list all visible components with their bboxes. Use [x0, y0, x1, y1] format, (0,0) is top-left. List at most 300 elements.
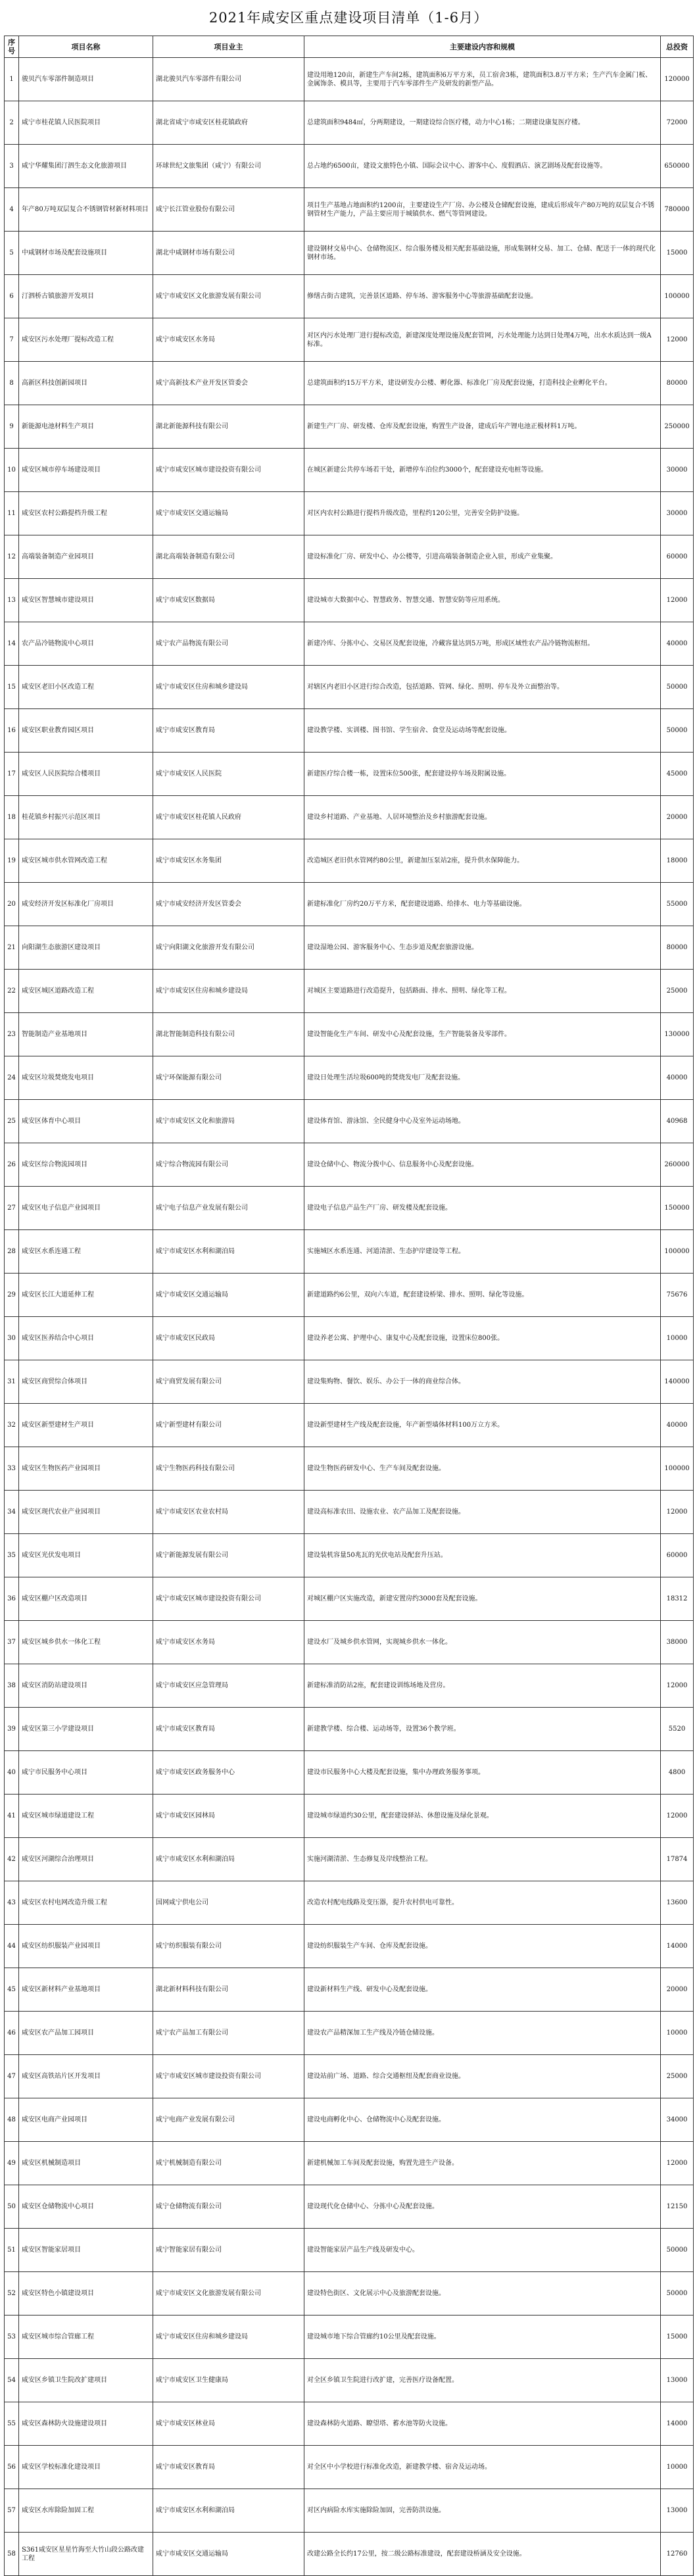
project-name: S361咸安区星星竹海至大竹山段公路改建工程 — [19, 2533, 153, 2576]
project-name: 咸安区光伏发电项目 — [19, 1534, 153, 1577]
table-row — [5, 2055, 694, 2098]
row-number: 31 — [5, 1360, 19, 1404]
project-name: 咸宁市民服务中心项目 — [19, 1751, 153, 1795]
row-number: 9 — [5, 405, 19, 449]
project-owner: 咸宁市咸安区交通运输局 — [153, 492, 304, 535]
project-content: 新建机械加工车间及配套设施，购置先进生产设备。 — [304, 2142, 661, 2185]
table-row — [5, 2533, 694, 2576]
table-row — [5, 1577, 694, 1621]
table-body — [5, 58, 694, 2576]
row-number: 5 — [5, 232, 19, 275]
project-owner: 咸宁市咸安区水务局 — [153, 318, 304, 362]
row-number: 7 — [5, 318, 19, 362]
project-name: 咸安区医养结合中心项目 — [19, 1317, 153, 1360]
table-header-row — [5, 36, 694, 58]
project-owner: 咸宁市咸安区水务局 — [153, 1621, 304, 1664]
project-name: 中咸钢材市场及配套设施项目 — [19, 232, 153, 275]
table-row — [5, 1274, 694, 1317]
total-investment: 12150 — [661, 2185, 694, 2229]
project-content: 建设智能化生产车间、研发中心及配套设施，生产智能装备及零部件。 — [304, 1013, 661, 1056]
row-number: 45 — [5, 1968, 19, 2012]
row-number: 38 — [5, 1664, 19, 1708]
row-number: 33 — [5, 1447, 19, 1491]
project-content: 对辖区内老旧小区进行综合改造，包括道路、管网、绿化、照明、停车及外立面整治等。 — [304, 666, 661, 709]
row-number: 10 — [5, 449, 19, 492]
row-number: 55 — [5, 2402, 19, 2446]
total-investment: 45000 — [661, 753, 694, 796]
project-content: 对全区乡镇卫生院进行改扩建，完善医疗设备配置。 — [304, 2359, 661, 2402]
project-content: 建设城市地下综合管廊约10公里及配套设施。 — [304, 2316, 661, 2359]
project-name: 咸安区城市绿道建设工程 — [19, 1795, 153, 1838]
row-number: 44 — [5, 1925, 19, 1968]
total-investment: 260000 — [661, 1143, 694, 1187]
total-investment: 40968 — [661, 1100, 694, 1143]
total-investment: 40000 — [661, 622, 694, 666]
project-name: 桂花镇乡村振兴示范区项目 — [19, 796, 153, 839]
row-number: 43 — [5, 1881, 19, 1925]
total-investment: 30000 — [661, 449, 694, 492]
table-row — [5, 1317, 694, 1360]
table-row — [5, 1404, 694, 1447]
project-name: 咸安区老旧小区改造工程 — [19, 666, 153, 709]
project-name: 咸安区城市停车场建设项目 — [19, 449, 153, 492]
project-name: 咸安区乡镇卫生院改扩建项目 — [19, 2359, 153, 2402]
table-row — [5, 2316, 694, 2359]
project-content: 对区内农村公路进行提档升级改造，里程约120公里，完善安全防护设施。 — [304, 492, 661, 535]
project-content: 新建教学楼、综合楼、运动场等，设置36个教学班。 — [304, 1708, 661, 1751]
total-investment: 72000 — [661, 101, 694, 145]
project-name: 咸宁市桂花镇人民医院项目 — [19, 101, 153, 145]
project-name: 咸安区职业教育园区项目 — [19, 709, 153, 753]
project-name: 咸安区消防站建设项目 — [19, 1664, 153, 1708]
project-name: 咸安区现代农业产业园项目 — [19, 1491, 153, 1534]
total-investment: 12000 — [661, 1664, 694, 1708]
project-content: 建设站前广场、道路、综合交通枢纽及配套商业设施。 — [304, 2055, 661, 2098]
project-owner: 咸宁新型建材有限公司 — [153, 1404, 304, 1447]
row-number: 14 — [5, 622, 19, 666]
project-name: 农产品冷链物流中心项目 — [19, 622, 153, 666]
table-row — [5, 926, 694, 970]
row-number: 53 — [5, 2316, 19, 2359]
row-number: 15 — [5, 666, 19, 709]
project-owner: 咸宁农产品加工有限公司 — [153, 2012, 304, 2055]
project-name: 智能制造产业基地项目 — [19, 1013, 153, 1056]
total-investment: 15000 — [661, 232, 694, 275]
row-number: 13 — [5, 579, 19, 622]
row-number: 52 — [5, 2272, 19, 2316]
project-owner: 咸宁市咸安区住房和城乡建设局 — [153, 666, 304, 709]
table-row — [5, 535, 694, 579]
table-row — [5, 1795, 694, 1838]
total-investment: 50000 — [661, 2272, 694, 2316]
total-investment: 13600 — [661, 1881, 694, 1925]
row-number: 11 — [5, 492, 19, 535]
project-content: 新建生产厂房、研发楼、仓库及配套设施，购置生产设备，建成后年产锂电池正极材料1万吨。 — [304, 405, 661, 449]
total-investment: 60000 — [661, 535, 694, 579]
row-number: 22 — [5, 970, 19, 1013]
project-owner: 国网咸宁供电公司 — [153, 1881, 304, 1925]
project-content: 建设钢材交易中心、仓储物流区、综合服务楼及相关配套基础设施，形成集钢材交易、加工、仓储、配送于一体的现代化钢材市场。 — [304, 232, 661, 275]
project-owner: 湖北智能制造科技有限公司 — [153, 1013, 304, 1056]
page-title: 2021年咸安区重点建设项目清单（1-6月） — [208, 10, 489, 26]
total-investment: 12000 — [661, 318, 694, 362]
project-content: 建设现代化仓储中心、分拣中心及配套设施。 — [304, 2185, 661, 2229]
row-number: 1 — [5, 58, 19, 101]
total-investment: 4800 — [661, 1751, 694, 1795]
table-row — [5, 1968, 694, 2012]
table-row — [5, 1664, 694, 1708]
project-owner: 咸宁机械制造有限公司 — [153, 2142, 304, 2185]
total-investment: 25000 — [661, 2055, 694, 2098]
project-content: 建设电子信息产品生产厂房、研发楼及配套设施。 — [304, 1187, 661, 1230]
project-name: 咸安经济开发区标准化厂房项目 — [19, 883, 153, 926]
total-investment: 14000 — [661, 2402, 694, 2446]
total-investment: 25000 — [661, 970, 694, 1013]
total-investment: 17874 — [661, 1838, 694, 1881]
total-investment: 40000 — [661, 1404, 694, 1447]
total-investment: 10000 — [661, 2012, 694, 2055]
project-name: 咸安区森林防火设施建设项目 — [19, 2402, 153, 2446]
total-investment: 100000 — [661, 275, 694, 318]
project-content: 建设特色街区、文化展示中心及旅游配套设施。 — [304, 2272, 661, 2316]
project-owner: 咸宁市咸安区城市建设投资有限公司 — [153, 449, 304, 492]
row-number: 6 — [5, 275, 19, 318]
total-investment: 10000 — [661, 1317, 694, 1360]
project-content: 新建冷库、分拣中心、交易区及配套设施，冷藏容量达到5万吨，形成区域性农产品冷链物流枢纽。 — [304, 622, 661, 666]
project-owner: 湖北新材料科技有限公司 — [153, 1968, 304, 2012]
project-content: 建设用地120亩，新建生产车间2栋，建筑面积6万平方米，员工宿舍3栋，建筑面积3.8万平方米；生产汽车金属门板、金属饰条、模具等，主要用于汽车零部件生产及研发的新型产品。 — [304, 58, 661, 101]
table-row — [5, 1534, 694, 1577]
header-no: 序号 — [5, 36, 19, 58]
table-row — [5, 1230, 694, 1274]
project-owner: 咸宁市咸安区文化和旅游局 — [153, 1100, 304, 1143]
row-number: 4 — [5, 188, 19, 232]
project-name: 咸安区长江大道延伸工程 — [19, 1274, 153, 1317]
total-investment: 20000 — [661, 796, 694, 839]
project-content: 建设高标准农田、设施农业、农产品加工及配套设施。 — [304, 1491, 661, 1534]
row-number: 3 — [5, 145, 19, 188]
project-name: 向阳湖生态旅游区建设项目 — [19, 926, 153, 970]
project-name: 咸安区仓储物流中心项目 — [19, 2185, 153, 2229]
table-row — [5, 2142, 694, 2185]
project-content: 建设教学楼、实训楼、图书馆、学生宿舍、食堂及运动场等配套设施。 — [304, 709, 661, 753]
table-row — [5, 1751, 694, 1795]
project-owner: 咸宁市咸安区交通运输局 — [153, 1274, 304, 1317]
total-investment: 50000 — [661, 709, 694, 753]
project-owner: 咸宁市咸安区交通运输局 — [153, 2533, 304, 2576]
table-row — [5, 883, 694, 926]
project-owner: 咸宁市咸安区政务服务中心 — [153, 1751, 304, 1795]
table-row — [5, 1621, 694, 1664]
table-row — [5, 2229, 694, 2272]
row-number: 32 — [5, 1404, 19, 1447]
project-owner: 咸宁市咸安区水利和湖泊局 — [153, 2489, 304, 2533]
project-content: 建设城市绿道约30公里，配套建设驿站、休憩设施及绿化景观。 — [304, 1795, 661, 1838]
table-row — [5, 101, 694, 145]
table-row — [5, 145, 694, 188]
total-investment: 12760 — [661, 2533, 694, 2576]
project-content: 新建医疗综合楼一栋，设置床位500张，配套建设停车场及附属设施。 — [304, 753, 661, 796]
total-investment: 30000 — [661, 492, 694, 535]
row-number: 18 — [5, 796, 19, 839]
project-owner: 咸宁市咸安区桂花镇人民政府 — [153, 796, 304, 839]
project-content: 建设城市大数据中心、智慧政务、智慧交通、智慧安防等应用系统。 — [304, 579, 661, 622]
project-name: 咸安区水系连通工程 — [19, 1230, 153, 1274]
project-owner: 咸宁市咸安区教育局 — [153, 2446, 304, 2489]
project-owner: 咸宁电商产业发展有限公司 — [153, 2098, 304, 2142]
total-investment: 130000 — [661, 1013, 694, 1056]
table-row — [5, 1013, 694, 1056]
project-owner: 咸宁新能源发展有限公司 — [153, 1534, 304, 1577]
table-row — [5, 362, 694, 405]
project-owner: 湖北骏贝汽车零部件有限公司 — [153, 58, 304, 101]
project-content: 改建公路全长约17公里，按二级公路标准建设，配套建设桥涵及安全设施。 — [304, 2533, 661, 2576]
table-row — [5, 666, 694, 709]
row-number: 36 — [5, 1577, 19, 1621]
header-investment: 总投资 — [661, 36, 694, 58]
row-number: 12 — [5, 535, 19, 579]
project-owner: 咸宁市咸安区城市建设投资有限公司 — [153, 2055, 304, 2098]
total-investment: 20000 — [661, 1968, 694, 2012]
table-row — [5, 1881, 694, 1925]
row-number: 35 — [5, 1534, 19, 1577]
row-number: 2 — [5, 101, 19, 145]
project-name: 咸安区商贸综合体项目 — [19, 1360, 153, 1404]
row-number: 19 — [5, 839, 19, 883]
project-content: 建设养老公寓、护理中心、康复中心及配套设施，设置床位800张。 — [304, 1317, 661, 1360]
total-investment: 5520 — [661, 1708, 694, 1751]
project-content: 总占地约6500亩，建设文旅特色小镇、国际会议中心、游客中心、度假酒店、演艺剧场及配套设施等。 — [304, 145, 661, 188]
project-content: 建设森林防火道路、瞭望塔、蓄水池等防火设施。 — [304, 2402, 661, 2446]
table-row — [5, 2402, 694, 2446]
project-content: 对城区棚户区实施改造，新建安置房约3000套及配套设施。 — [304, 1577, 661, 1621]
project-owner: 咸宁市咸安区林业局 — [153, 2402, 304, 2446]
table-row — [5, 2012, 694, 2055]
total-investment: 55000 — [661, 883, 694, 926]
table-row — [5, 970, 694, 1013]
project-name: 高新区科技创新园项目 — [19, 362, 153, 405]
project-name: 汀泗桥古镇旅游开发项目 — [19, 275, 153, 318]
project-content: 建设水厂及城乡供水管网，实现城乡供水一体化。 — [304, 1621, 661, 1664]
project-name: 咸安区人民医院综合楼项目 — [19, 753, 153, 796]
total-investment: 650000 — [661, 145, 694, 188]
total-investment: 14000 — [661, 1925, 694, 1968]
project-name: 咸安区河湖综合治理项目 — [19, 1838, 153, 1881]
row-number: 56 — [5, 2446, 19, 2489]
project-owner: 咸宁市咸安区水务集团 — [153, 839, 304, 883]
project-content: 建设标准化厂房、研发中心、办公楼等，引进高端装备制造企业入驻，形成产业集聚。 — [304, 535, 661, 579]
project-name: 咸安区水库除险加固工程 — [19, 2489, 153, 2533]
table-row — [5, 1838, 694, 1881]
row-number: 29 — [5, 1274, 19, 1317]
row-number: 39 — [5, 1708, 19, 1751]
row-number: 30 — [5, 1317, 19, 1360]
project-owner: 咸宁市咸安区教育局 — [153, 1708, 304, 1751]
project-content: 建设农产品精深加工生产线及冷链仓储设施。 — [304, 2012, 661, 2055]
project-name: 咸安区城市供水管网改造工程 — [19, 839, 153, 883]
row-number: 46 — [5, 2012, 19, 2055]
table-row — [5, 58, 694, 101]
project-content: 建设装机容量50兆瓦的光伏电站及配套升压站。 — [304, 1534, 661, 1577]
table-row — [5, 839, 694, 883]
project-name: 年产80万吨双层复合不锈钢管材新材料项目 — [19, 188, 153, 232]
table-row — [5, 622, 694, 666]
project-name: 咸安区农村公路提档升级工程 — [19, 492, 153, 535]
table-row — [5, 709, 694, 753]
project-owner: 咸宁长江管业股份有限公司 — [153, 188, 304, 232]
table-row — [5, 405, 694, 449]
project-content: 建设集购物、餐饮、娱乐、办公于一体的商业综合体。 — [304, 1360, 661, 1404]
project-table — [4, 36, 694, 2576]
project-content: 实施河湖清淤、生态修复及岸线整治工程。 — [304, 1838, 661, 1881]
project-name: 咸安区综合物流园项目 — [19, 1143, 153, 1187]
table-row — [5, 1143, 694, 1187]
project-content: 建设新材料生产线、研发中心及配套设施。 — [304, 1968, 661, 2012]
total-investment: 50000 — [661, 666, 694, 709]
project-name: 咸安区智慧城市建设项目 — [19, 579, 153, 622]
project-name: 骏贝汽车零部件制造项目 — [19, 58, 153, 101]
row-number: 50 — [5, 2185, 19, 2229]
table-row — [5, 753, 694, 796]
total-investment: 12000 — [661, 1795, 694, 1838]
project-owner: 咸宁市咸安区园林局 — [153, 1795, 304, 1838]
project-owner: 咸宁市咸安区水利和湖泊局 — [153, 1230, 304, 1274]
project-owner: 咸宁市咸安区教育局 — [153, 709, 304, 753]
row-number: 24 — [5, 1056, 19, 1100]
total-investment: 10000 — [661, 2446, 694, 2489]
project-content: 建设纺织服装生产车间、仓库及配套设施。 — [304, 1925, 661, 1968]
project-content: 对区内病险水库实施除险加固，完善防洪设施。 — [304, 2489, 661, 2533]
project-owner: 咸宁市咸安区文化旅游发展有限公司 — [153, 2272, 304, 2316]
project-content: 总建筑面积约15万平方米，建设研发办公楼、孵化器、标准化厂房及配套设施，打造科技企业孵化平台。 — [304, 362, 661, 405]
project-content: 新建道路约6公里，双向六车道，配套建设桥梁、排水、照明、绿化等设施。 — [304, 1274, 661, 1317]
row-number: 17 — [5, 753, 19, 796]
row-number: 8 — [5, 362, 19, 405]
project-owner: 湖北省咸宁市咸安区桂花镇政府 — [153, 101, 304, 145]
row-number: 42 — [5, 1838, 19, 1881]
project-owner: 咸宁市咸安区城市建设投资有限公司 — [153, 1577, 304, 1621]
project-name: 咸安区城市综合管廊工程 — [19, 2316, 153, 2359]
project-owner: 咸宁生物医药科技有限公司 — [153, 1447, 304, 1491]
table-row — [5, 1708, 694, 1751]
project-name: 咸安区农产品加工园项目 — [19, 2012, 153, 2055]
project-owner: 咸宁市咸安区人民医院 — [153, 753, 304, 796]
table-row — [5, 1360, 694, 1404]
total-investment: 18312 — [661, 1577, 694, 1621]
project-name: 咸安区特色小镇建设项目 — [19, 2272, 153, 2316]
total-investment: 12000 — [661, 1491, 694, 1534]
table-row — [5, 2098, 694, 2142]
row-number: 49 — [5, 2142, 19, 2185]
project-owner: 咸宁纺织服装有限公司 — [153, 1925, 304, 1968]
project-content: 建设湿地公园、游客服务中心、生态步道及配套旅游设施。 — [304, 926, 661, 970]
project-content: 新建标准化厂房约20万平方米，配套建设道路、给排水、电力等基础设施。 — [304, 883, 661, 926]
project-owner: 咸宁市咸安区民政局 — [153, 1317, 304, 1360]
project-owner: 咸宁综合物流园有限公司 — [153, 1143, 304, 1187]
project-name: 咸安区纺织服装产业园项目 — [19, 1925, 153, 1968]
project-name: 咸安区农村电网改造升级工程 — [19, 1881, 153, 1925]
row-number: 25 — [5, 1100, 19, 1143]
project-content: 改造农村配电线路及变压器，提升农村供电可靠性。 — [304, 1881, 661, 1925]
total-investment: 13000 — [661, 2489, 694, 2533]
project-content: 建设新型建材生产线及配套设施，年产新型墙体材料100万立方米。 — [304, 1404, 661, 1447]
total-investment: 100000 — [661, 1447, 694, 1491]
table-row — [5, 2446, 694, 2489]
total-investment: 80000 — [661, 926, 694, 970]
project-content: 项目生产基地占地面积约1200亩，主要建设生产厂房、办公楼及仓储配套设施，建成后形成年产80万吨的双层复合不锈钢管材生产能力，产品主要应用于城镇供水、燃气等管网建设。 — [304, 188, 661, 232]
row-number: 48 — [5, 2098, 19, 2142]
project-owner: 环球世纪文旅集团（咸宁）有限公司 — [153, 145, 304, 188]
project-name: 新能源电池材料生产项目 — [19, 405, 153, 449]
project-owner: 咸宁市咸安区卫生健康局 — [153, 2359, 304, 2402]
total-investment: 18000 — [661, 839, 694, 883]
project-owner: 咸宁农产品物流有限公司 — [153, 622, 304, 666]
project-content: 实施城区水系连通、河道清淤、生态护岸建设等工程。 — [304, 1230, 661, 1274]
table-row — [5, 318, 694, 362]
table-row — [5, 2185, 694, 2229]
project-owner: 湖北中咸钢材市场有限公司 — [153, 232, 304, 275]
project-content: 总建筑面积9484㎡，分两期建设，一期建设综合医疗楼，动力中心1栋；二期建设康复医疗楼。 — [304, 101, 661, 145]
total-investment: 140000 — [661, 1360, 694, 1404]
project-name: 咸安区新材料产业基地项目 — [19, 1968, 153, 2012]
table-row — [5, 1447, 694, 1491]
table-row — [5, 1187, 694, 1230]
total-investment: 780000 — [661, 188, 694, 232]
total-investment: 38000 — [661, 1621, 694, 1664]
row-number: 34 — [5, 1491, 19, 1534]
project-owner: 咸宁高新技术产业开发区管委会 — [153, 362, 304, 405]
row-number: 26 — [5, 1143, 19, 1187]
project-content: 建设电商孵化中心、仓储物流中心及配套设施。 — [304, 2098, 661, 2142]
project-owner: 咸宁电子信息产业发展有限公司 — [153, 1187, 304, 1230]
header-content: 主要建设内容和规模 — [304, 36, 661, 58]
project-content: 修缮古街古建筑，完善景区道路、停车场、游客服务中心等旅游基础配套设施。 — [304, 275, 661, 318]
project-content: 建设体育馆、游泳馆、全民健身中心及室外运动场地。 — [304, 1100, 661, 1143]
project-content: 改造城区老旧供水管网约80公里，新建加压泵站2座，提升供水保障能力。 — [304, 839, 661, 883]
total-investment: 120000 — [661, 58, 694, 101]
project-name: 咸安区电子信息产业园项目 — [19, 1187, 153, 1230]
row-number: 54 — [5, 2359, 19, 2402]
project-content: 建设智能家居产品生产线及研发中心。 — [304, 2229, 661, 2272]
project-content: 在城区新建公共停车场若干处，新增停车泊位约3000个，配套建设充电桩等设施。 — [304, 449, 661, 492]
row-number: 20 — [5, 883, 19, 926]
project-owner: 湖北高端装备制造有限公司 — [153, 535, 304, 579]
project-name: 咸安区体育中心项目 — [19, 1100, 153, 1143]
project-name: 高端装备制造产业园项目 — [19, 535, 153, 579]
project-name: 咸安区电商产业园项目 — [19, 2098, 153, 2142]
row-number: 28 — [5, 1230, 19, 1274]
total-investment: 12000 — [661, 579, 694, 622]
total-investment: 75676 — [661, 1274, 694, 1317]
total-investment: 250000 — [661, 405, 694, 449]
row-number: 41 — [5, 1795, 19, 1838]
project-owner: 咸宁市咸安区数据局 — [153, 579, 304, 622]
project-content: 新建标准消防站2座，配套建设训练场地及营房。 — [304, 1664, 661, 1708]
project-content: 建设乡村道路、产业基地、人居环境整治及乡村旅游配套设施。 — [304, 796, 661, 839]
row-number: 37 — [5, 1621, 19, 1664]
total-investment: 100000 — [661, 1230, 694, 1274]
project-owner: 咸宁环保能源有限公司 — [153, 1056, 304, 1100]
project-name: 咸安区高铁站片区开发项目 — [19, 2055, 153, 2098]
project-owner: 咸宁仓储物流有限公司 — [153, 2185, 304, 2229]
row-number: 27 — [5, 1187, 19, 1230]
total-investment: 150000 — [661, 1187, 694, 1230]
table-row — [5, 1925, 694, 1968]
project-owner: 咸宁市咸安区应急管理局 — [153, 1664, 304, 1708]
project-owner: 咸宁市咸安区住房和城乡建设局 — [153, 970, 304, 1013]
project-owner: 湖北新能源科技有限公司 — [153, 405, 304, 449]
project-name: 咸安区第三小学建设项目 — [19, 1708, 153, 1751]
